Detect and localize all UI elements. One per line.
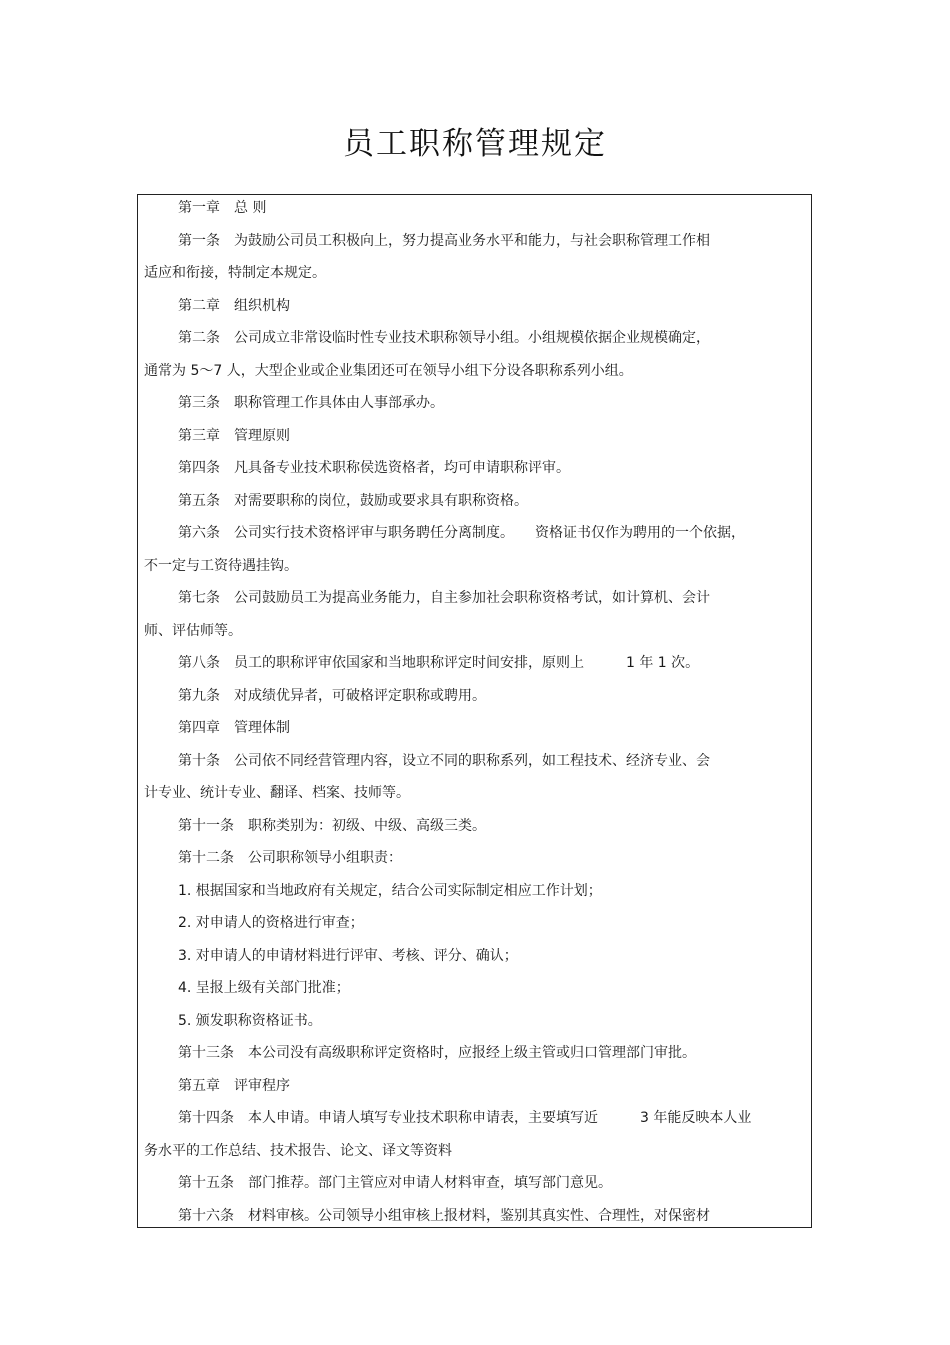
text-line: 第四条 凡具备专业技术职称侯选资格者，均可申请职称评审。	[178, 460, 570, 476]
text-line: 4. 呈报上级有关部门批准；	[178, 980, 350, 996]
text-line: 第六条 公司实行技术资格评审与职务聘任分离制度。 资格证书仅作为聘用的一个依据，	[178, 525, 745, 541]
text-line: 第二条 公司成立非常设临时性专业技术职称领导小组。小组规模依据企业规模确定，	[178, 330, 710, 346]
text-line: 3. 对申请人的申请材料进行评审、考核、评分、确认；	[178, 947, 518, 964]
text-line: 通常为 5～7 人，大型企业或企业集团还可在领导小组下分设各职称系列小组。	[144, 362, 633, 379]
text-line: 不一定与工资待遇挂钩。	[144, 557, 298, 574]
text-line: 第八条 员工的职称评审依国家和当地职称评定时间安排，原则上 1 年 1 次。	[178, 655, 700, 671]
text-line: 第十四条 本人申请。申请人填写专业技术职称申请表，主要填写近 3 年能反映本人业	[178, 1110, 752, 1126]
text-line: 第十三条 本公司没有高级职称评定资格时，应报经上级主管或归口管理部门审批。	[178, 1045, 696, 1061]
text-line: 第十二条 公司职称领导小组职责：	[178, 850, 402, 866]
text-line: 适应和衔接，特制定本规定。	[144, 265, 326, 281]
text-line: 5. 颁发职称资格证书。	[178, 1012, 322, 1029]
text-line: 第九条 对成绩优异者，可破格评定职称或聘用。	[178, 687, 486, 704]
text-line: 第十五条 部门推荐。部门主管应对申请人材料审查，填写部门意见。	[178, 1175, 612, 1191]
text-line: 师、评估师等。	[144, 622, 242, 639]
text-line: 第十一条 职称类别为：初级、中级、高级三类。	[178, 817, 486, 834]
text-line: 第二章 组织机构	[178, 297, 290, 314]
text-line: 第五条 对需要职称的岗位，鼓励或要求具有职称资格。	[178, 492, 528, 509]
text-line: 第一章 总 则	[178, 200, 267, 216]
text-line: 第四章 管理体制	[178, 720, 290, 736]
text-line: 1. 根据国家和当地政府有关规定，结合公司实际制定相应工作计划；	[178, 882, 602, 899]
text-line: 第三条 职称管理工作具体由人事部承办。	[178, 395, 444, 411]
text-line: 第十条 公司依不同经营管理内容，设立不同的职称系列，如工程技术、经济专业、会	[178, 752, 710, 769]
text-line: 2. 对申请人的资格进行审查；	[178, 915, 364, 931]
document-title: 员工职称管理规定	[343, 126, 607, 162]
text-line: 第三章 管理原则	[178, 427, 290, 444]
text-line: 务水平的工作总结、技术报告、论文、译文等资料	[144, 1142, 452, 1159]
document-body	[144, 192, 804, 1232]
text-line: 计专业、统计专业、翻译、档案、技师等。	[144, 785, 410, 801]
text-line: 第十六条 材料审核。公司领导小组审核上报材料，鉴别其真实性、合理性，对保密材	[178, 1207, 710, 1224]
text-line: 第七条 公司鼓励员工为提高业务能力，自主参加社会职称资格考试，如计算机、会计	[178, 590, 710, 606]
text-line: 第一条 为鼓励公司员工积极向上，努力提高业务水平和能力，与社会职称管理工作相	[178, 232, 710, 249]
text-line: 第五章 评审程序	[178, 1077, 290, 1094]
